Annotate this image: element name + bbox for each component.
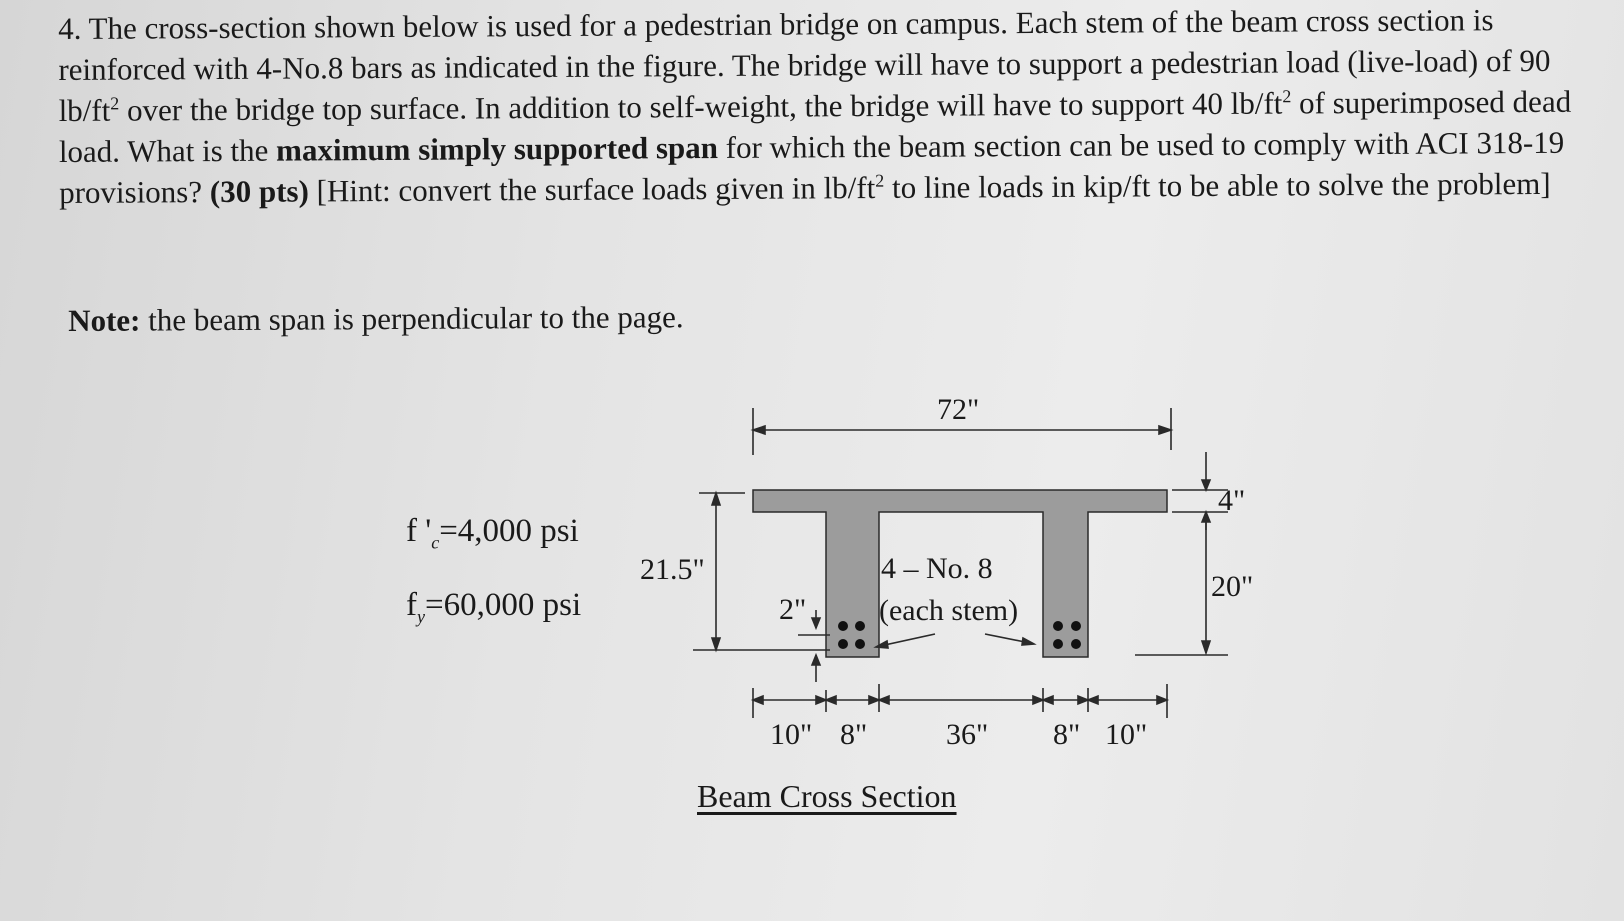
fy-symbol: f [406,586,417,623]
superscript: 2 [110,93,120,114]
problem-number: 4. [58,10,82,46]
bold-points: (30 pts) [209,173,309,210]
rebar-bar [1071,621,1081,631]
label-top-width: 72" [937,393,980,426]
label-rebar-line2: (each stem) [879,594,1019,627]
fc-symbol: f ' [406,513,432,549]
rebar-bar [855,639,865,649]
label-effective-depth: 21.5" [640,553,705,586]
rebar-bar [838,639,848,649]
problem-text-3: of superimposed dead load. What is the [58,83,1572,169]
rebar-bar [1053,621,1063,631]
bold-max-span: maximum simply supported span [276,129,719,168]
fc-subscript: c [431,532,440,553]
rebar-bar [838,621,848,631]
rebar-bar [855,621,865,631]
note-text: the beam span is perpendicular to the page. [140,299,684,338]
problem-text-5: [Hint: convert the surface loads given in lb/ft [308,170,876,209]
dimension-effective-depth [693,493,830,650]
label-left-stem: 8" [840,718,868,751]
note-label: Note: [68,302,141,338]
fc-value: =4,000 psi [439,513,579,549]
label-stem-depth: 20" [1211,570,1254,603]
superscript: 2 [875,170,885,191]
fy-value: =60,000 psi [425,586,582,623]
superscript: 2 [1282,86,1292,107]
label-rebar-line1: 4 – No. 8 [881,552,993,585]
problem-text-1: The cross-section shown below is used for a pedestrian bridge on campus. Each stem of the beam cross section is reinforced with 4-No.8 bars as indicated in the figure. The bridge will have to support a pedestrian load (live-load) of 90 lb/ft [58,2,1551,128]
rebar-bar [1071,639,1081,649]
problem-text-4: for which the beam section can be used to comply with ACI 318-19 provisions? [59,124,1565,210]
label-flange-thickness: 4" [1218,484,1246,517]
problem-text-6: to line loads in kip/ft to be able to solve the problem] [884,165,1551,205]
rebar-leader-arrows [876,634,1034,648]
dimension-bottom-chain [753,684,1167,718]
label-middle: 36" [946,718,989,751]
label-left-overhang: 10" [770,718,813,751]
figure-caption: Beam Cross Section [697,778,957,814]
label-right-stem: 8" [1053,718,1081,751]
label-right-overhang: 10" [1105,718,1148,751]
label-cover: 2" [779,593,807,626]
problem-text-2: over the bridge top surface. In addition to self-weight, the bridge will have to support 40 lb/ft [119,85,1283,128]
rebar-bar [1053,639,1063,649]
fy-subscript: y [417,606,425,627]
